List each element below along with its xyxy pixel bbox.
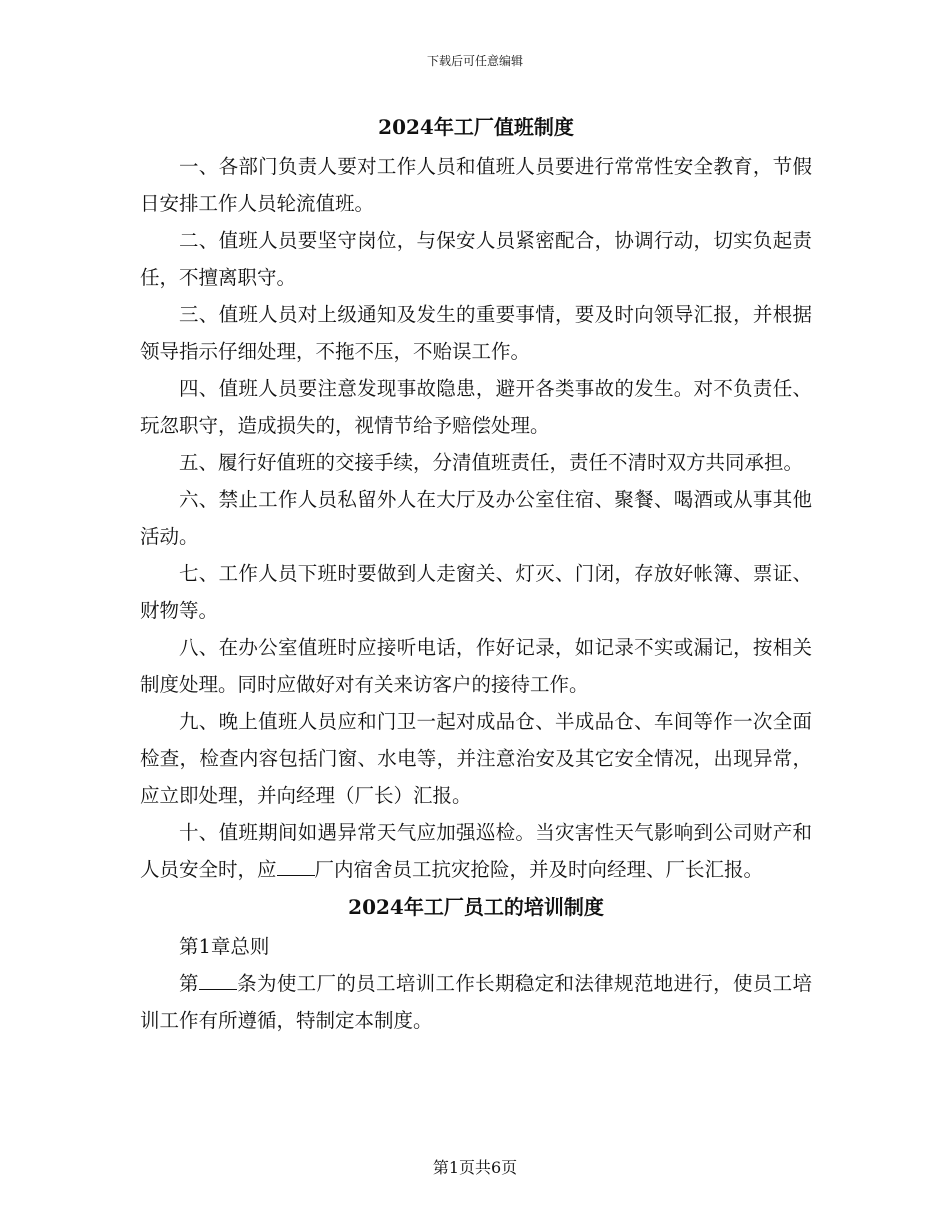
article-text-b: 条为使工厂的员工培训工作长期稳定和法律规范地进行，使员工培训工作有所遵循，特制定本制度。 <box>140 972 812 1032</box>
header-note: 下载后可任意编辑 <box>426 54 523 68</box>
article-text-a: 第 <box>179 972 199 995</box>
article-paragraph <box>140 965 812 1039</box>
paragraph-item-10-text-b: 厂内宿舍员工抗灾抢险，并及时向经理、厂长汇报。 <box>314 858 764 881</box>
document-body <box>140 110 812 1039</box>
chapter-heading: 第1章总则 <box>179 935 270 958</box>
paragraph-item-4: 四、值班人员要注意发现事故隐患，避开各类事故的发生。对不负责任、玩忽职守，造成损失的，视情节给予赔偿处理。 <box>140 377 812 437</box>
paragraph-item-9: 九、晚上值班人员应和门卫一起对成品仓、半成品仓、车间等作一次全面检查，检查内容包括门窗、水电等，并注意治安及其它安全情况，出现异常，应立即处理，并向经理（厂长）汇报。 <box>140 710 812 807</box>
paragraph-item-10 <box>140 814 812 888</box>
fill-in-blank <box>277 859 315 876</box>
paragraph-item-6: 六、禁止工作人员私留外人在大厅及办公室住宿、聚餐、喝酒或从事其他活动。 <box>140 488 812 548</box>
document-title-duty-system: 2024年工厂值班制度 <box>378 115 574 139</box>
paragraph-item-10-text-a: 十、值班期间如遇异常天气应加强巡检。当灾害性天气影响到公司财产和人员安全时，应 <box>140 821 812 881</box>
paragraph-item-5: 五、履行好值班的交接手续，分清值班责任，责任不清时双方共同承担。 <box>179 451 804 474</box>
paragraph-item-7: 七、工作人员下班时要做到人走窗关、灯灭、门闭，存放好帐簿、票证、财物等。 <box>140 562 812 622</box>
paragraph-item-1: 一、各部门负责人要对工作人员和值班人员要进行常常性安全教育，节假日安排工作人员轮流值班。 <box>140 155 812 215</box>
paragraph-item-8: 八、在办公室值班时应接听电话，作好记录，如记录不实或漏记，按相关制度处理。同时应做好对有关来访客户的接待工作。 <box>140 636 812 696</box>
paragraph-item-3: 三、值班人员对上级通知及发生的重要事情，要及时向领导汇报，并根据领导指示仔细处理，不拖不压，不贻误工作。 <box>140 303 812 363</box>
document-title-training-system: 2024年工厂员工的培训制度 <box>348 895 604 919</box>
paragraph-item-2: 二、值班人员要坚守岗位，与保安人员紧密配合，协调行动，切实负起责任，不擅离职守。 <box>140 229 812 289</box>
page-number-footer: 第1页共6页 <box>432 1158 518 1177</box>
fill-in-blank <box>199 973 237 990</box>
